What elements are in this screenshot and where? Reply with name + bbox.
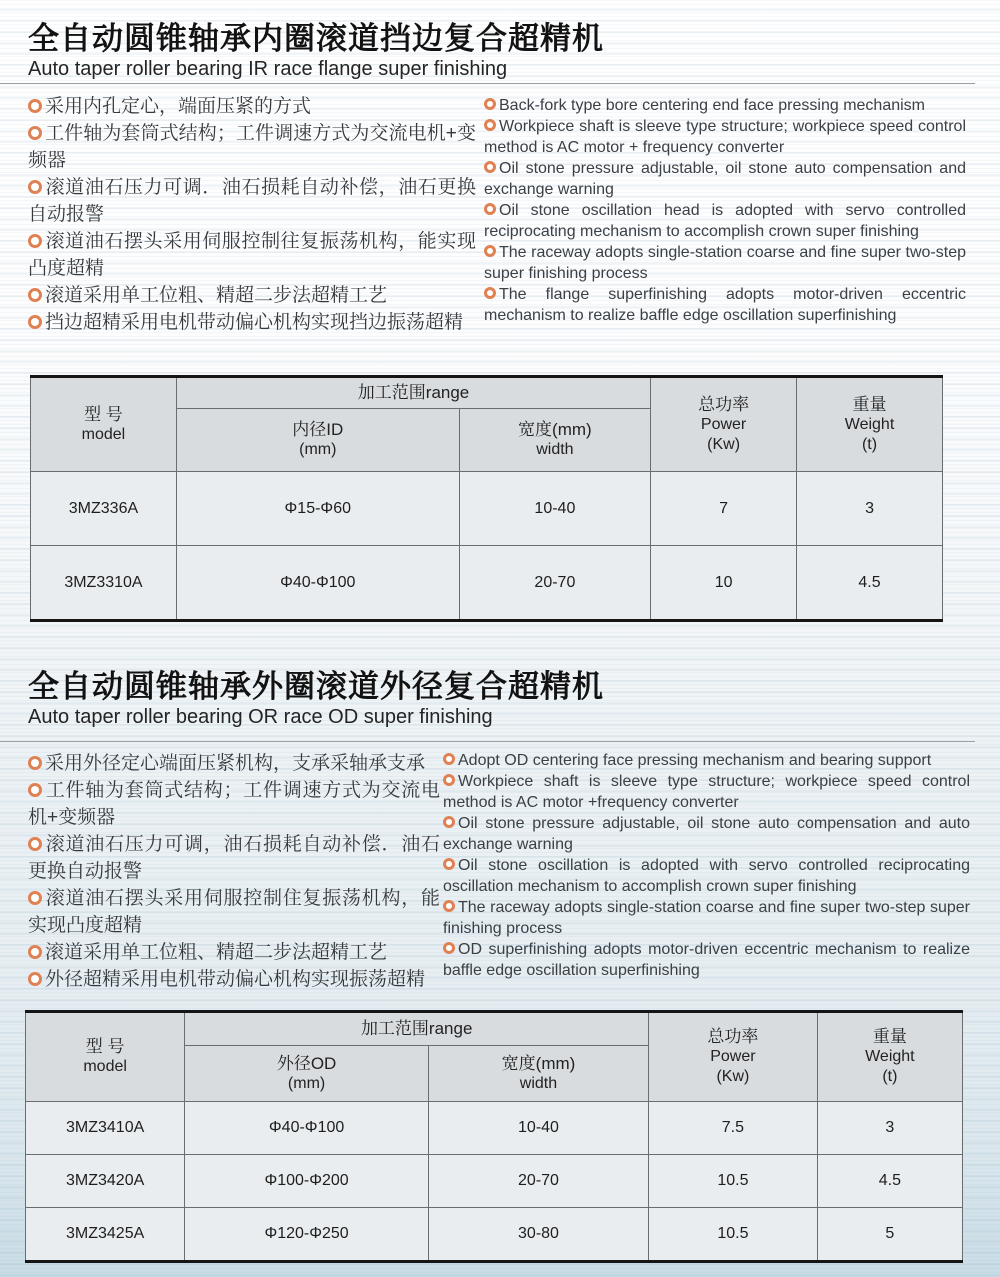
feature-item: [28, 750, 440, 777]
cell-weight: 4.5: [797, 546, 943, 621]
bullet-ring-icon: [28, 315, 42, 329]
header-weight: [817, 1012, 962, 1102]
feature-text: 滚道油石摆头采用伺服控制住复振荡机构，能实现凸度超精: [28, 888, 440, 936]
cell-width-range: 10-40: [459, 472, 651, 546]
bullet-ring-icon: [28, 972, 42, 986]
feature-item: [484, 95, 966, 116]
cell-power: 10.5: [649, 1155, 818, 1208]
cell-od-range: Φ120-Φ250: [185, 1208, 429, 1262]
header-model-zh: 型 号: [84, 404, 123, 424]
feature-item: [28, 93, 476, 120]
cell-width-range: 20-70: [459, 546, 651, 621]
feature-item: [484, 158, 966, 200]
feature-item: [28, 120, 476, 174]
feature-item: [28, 309, 476, 336]
feature-item: [484, 116, 966, 158]
header-power-unit: (Kw): [716, 1068, 750, 1085]
feature-text: 挡边超精采用电机带动偏心机构实现挡边振荡超精: [45, 312, 464, 333]
bullet-ring-icon: [484, 203, 496, 215]
section2-spec-table: [25, 1010, 963, 1263]
bullet-ring-icon: [443, 942, 455, 954]
header-range: [176, 377, 650, 409]
bullet-ring-icon: [28, 126, 42, 140]
feature-item: [484, 242, 966, 284]
cell-model: 3MZ336A: [31, 472, 177, 546]
section1-spec-table: [30, 375, 943, 622]
cell-weight: 4.5: [817, 1155, 962, 1208]
cell-model: 3MZ3425A: [26, 1208, 185, 1262]
header-width: [428, 1046, 648, 1102]
feature-text: OD superfinishing adopts motor-driven eccentric mechanism to realize baffle edge oscillation superfinishing: [443, 941, 970, 979]
feature-text: Oil stone oscillation is adopted with servo controlled reciprocating oscillation mechanism to accomplish crown super finishing: [443, 857, 970, 895]
cell-power: 7.5: [649, 1102, 818, 1155]
feature-text: The flange superfinishing adopts motor-driven eccentric mechanism to realize baffle edge oscillation superfinishing: [484, 286, 966, 324]
section2-title-zh: 全自动圆锥轴承外圈滚道外径复合超精机: [28, 669, 604, 704]
bullet-ring-icon: [484, 119, 496, 131]
bullet-ring-icon: [484, 287, 496, 299]
section1-divider: [0, 83, 975, 84]
feature-text: Back-fork type bore centering end face pressing mechanism: [499, 97, 925, 114]
feature-item: [28, 885, 440, 939]
feature-item: [28, 228, 476, 282]
header-width-zh: 宽度(mm): [518, 420, 592, 439]
header-power-zh: 总功率: [707, 1027, 759, 1046]
header-id: [176, 409, 459, 472]
cell-power: 7: [651, 472, 797, 546]
feature-item: [28, 777, 440, 831]
cell-width-range: 30-80: [428, 1208, 648, 1262]
feature-text: Oil stone oscillation head is adopted with servo controlled reciprocating mechanism to accomplish crown super finishing: [484, 202, 966, 240]
header-model-en: model: [81, 425, 126, 443]
header-power-en: Power: [700, 415, 747, 433]
section2-title-en: Auto taper roller bearing OR race OD super finishing: [28, 705, 493, 728]
header-model: [31, 377, 177, 472]
feature-item: [443, 771, 970, 813]
header-model-en: model: [83, 1058, 127, 1075]
header-power-zh: 总功率: [698, 394, 750, 414]
feature-text: 工件轴为套筒式结构；工件调速方式为交流电机+变频器: [28, 780, 440, 828]
section1-features-en: [484, 95, 966, 326]
feature-text: Workpiece shaft is sleeve type structure; workpiece speed control method is AC motor +frequency converter: [443, 773, 970, 811]
bullet-ring-icon: [484, 245, 496, 257]
bullet-ring-icon: [28, 837, 42, 851]
cell-model: 3MZ3310A: [31, 546, 177, 621]
header-od: [185, 1046, 429, 1102]
header-weight-zh: 重量: [872, 1027, 907, 1046]
section2-features-zh: [28, 750, 440, 993]
feature-text: 外径超精采用电机带动偏心机构实现振荡超精: [45, 969, 426, 990]
table-row: [26, 1102, 963, 1155]
feature-text: 滚道油石压力可调．油石损耗自动补偿，油石更换自动报警: [28, 177, 476, 225]
cell-weight: 3: [817, 1102, 962, 1155]
feature-text: Oil stone pressure adjustable, oil stone auto compensation and exchange warning: [484, 160, 966, 198]
feature-text: 滚道采用单工位粗、精超二步法超精工艺: [45, 942, 388, 963]
cell-weight: 5: [817, 1208, 962, 1262]
table-row: [26, 1208, 963, 1262]
bullet-ring-icon: [28, 99, 42, 113]
header-weight-en: Weight: [844, 415, 895, 433]
table-row: [31, 546, 943, 621]
feature-text: Workpiece shaft is sleeve type structure; workpiece speed control method is AC motor + frequency converter: [484, 118, 966, 156]
header-power: [651, 377, 797, 472]
feature-item: [443, 897, 970, 939]
bullet-ring-icon: [28, 180, 42, 194]
section1-title-en: Auto taper roller bearing IR race flange super finishing: [28, 57, 508, 80]
header-range-label: 加工范围range: [357, 383, 470, 402]
bullet-ring-icon: [28, 288, 42, 302]
cell-od-range: Φ100-Φ200: [185, 1155, 429, 1208]
feature-text: 滚道采用单工位粗、精超二步法超精工艺: [45, 285, 388, 306]
section1-features-zh: [28, 93, 476, 336]
feature-item: [28, 831, 440, 885]
header-id-zh: 内径ID: [292, 420, 344, 439]
feature-item: [443, 750, 970, 771]
header-weight-en: Weight: [865, 1048, 915, 1065]
header-width-en: width: [519, 1074, 558, 1092]
header-power-en: Power: [710, 1048, 756, 1065]
cell-model: 3MZ3410A: [26, 1102, 185, 1155]
feature-item: [28, 966, 440, 993]
bullet-ring-icon: [28, 891, 42, 905]
cell-od-range: Φ40-Φ100: [185, 1102, 429, 1155]
table-row: [26, 1155, 963, 1208]
bullet-ring-icon: [443, 900, 455, 912]
header-width-en: width: [536, 441, 574, 458]
header-od-unit: (mm): [287, 1074, 326, 1092]
header-width-zh: 宽度(mm): [501, 1053, 576, 1073]
cell-weight: 3: [797, 472, 943, 546]
table-row: [31, 472, 943, 546]
feature-item: [484, 200, 966, 242]
feature-item: [28, 174, 476, 228]
section2-header: [28, 670, 604, 728]
header-id-unit: (mm): [299, 441, 337, 458]
header-model: [26, 1012, 185, 1102]
cell-model: 3MZ3420A: [26, 1155, 185, 1208]
header-weight: [797, 377, 943, 472]
header-model-zh: 型 号: [85, 1037, 125, 1056]
header-power-unit: (Kw): [707, 435, 741, 453]
bullet-ring-icon: [484, 161, 496, 173]
bullet-ring-icon: [28, 945, 42, 959]
header-weight-zh: 重量: [852, 394, 887, 414]
feature-text: 采用内孔定心，端面压紧的方式: [45, 96, 312, 117]
feature-item: [443, 855, 970, 897]
bullet-ring-icon: [28, 234, 42, 248]
feature-text: Oil stone pressure adjustable, oil stone auto compensation and auto exchange warning: [443, 815, 970, 853]
bullet-ring-icon: [443, 816, 455, 828]
header-weight-unit: (t): [882, 1068, 898, 1085]
feature-item: [28, 939, 440, 966]
bullet-ring-icon: [443, 753, 455, 765]
bullet-ring-icon: [443, 858, 455, 870]
feature-text: Adopt OD centering face pressing mechanism and bearing support: [458, 752, 932, 769]
cell-power: 10: [651, 546, 797, 621]
header-width: [459, 409, 651, 472]
bullet-ring-icon: [28, 783, 42, 797]
section1-title-zh: 全自动圆锥轴承内圈滚道挡边复合超精机: [28, 21, 604, 56]
bullet-ring-icon: [484, 98, 496, 110]
header-weight-unit: (t): [861, 435, 878, 453]
feature-item: [28, 282, 476, 309]
feature-text: 滚道油石摆头采用伺服控制往复振荡机构，能实现凸度超精: [28, 231, 476, 279]
header-od-zh: 外径OD: [276, 1053, 337, 1073]
cell-width-range: 20-70: [428, 1155, 648, 1208]
bullet-ring-icon: [443, 774, 455, 786]
feature-item: [484, 284, 966, 326]
cell-power: 10.5: [649, 1208, 818, 1262]
cell-width-range: 10-40: [428, 1102, 648, 1155]
cell-id-range: Φ40-Φ100: [176, 546, 459, 621]
section2-features-en: [443, 750, 970, 981]
section1-header: [28, 22, 604, 80]
header-range: [185, 1012, 649, 1046]
section2-divider: [0, 741, 975, 742]
feature-text: 工件轴为套筒式结构；工件调速方式为交流电机+变频器: [28, 123, 476, 171]
feature-text: 滚道油石压力可调，油石损耗自动补偿．油石更换自动报警: [28, 834, 440, 882]
feature-text: The raceway adopts single-station coarse and fine super two-step super finishing process: [443, 899, 970, 937]
cell-id-range: Φ15-Φ60: [176, 472, 459, 546]
header-range-label: 加工范围range: [360, 1019, 473, 1038]
header-power: [649, 1012, 818, 1102]
feature-item: [443, 939, 970, 981]
feature-text: 采用外径定心端面压紧机构，支承采轴承支承: [45, 753, 426, 774]
feature-text: The raceway adopts single-station coarse and fine super two-step super finishing process: [484, 244, 966, 282]
bullet-ring-icon: [28, 756, 42, 770]
feature-item: [443, 813, 970, 855]
